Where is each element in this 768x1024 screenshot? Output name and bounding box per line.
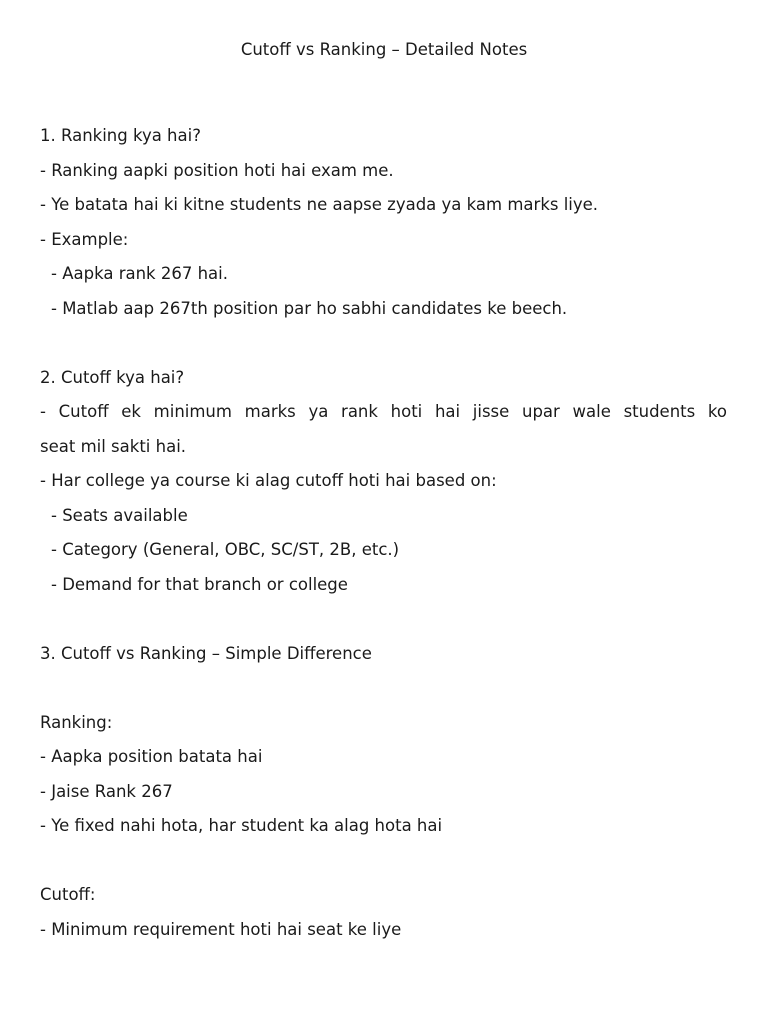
text-line: - Har college ya course ki alag cutoff hoti hai based on: (40, 471, 497, 490)
text-line: - Jaise Rank 267 (40, 782, 173, 801)
sub-line: - Demand for that branch or college (51, 575, 348, 594)
sub-line: - Category (General, OBC, SC/ST, 2B, etc.) (51, 540, 400, 559)
sub-line: - Matlab aap 267th position par ho sabhi candidates ke beech. (51, 299, 568, 318)
text-line: - Aapka position batata hai (40, 747, 263, 766)
sub-line: - Aapka rank 267 hai. (51, 264, 228, 283)
sub-line: - Seats available (51, 506, 188, 525)
text-line: seat mil sakti hai. (40, 437, 187, 456)
text-line: - Ye fixed nahi hota, har student ka alag hota hai (40, 816, 443, 835)
section-1-heading: 1. Ranking kya hai? (40, 126, 201, 145)
text-line: - Ye batata hai ki kitne students ne aapse zyada ya kam marks liye. (40, 195, 599, 214)
text-line: - Example: (40, 230, 129, 249)
document-title: Cutoff vs Ranking – Detailed Notes (240, 40, 528, 59)
ranking-label: Ranking: (40, 713, 113, 732)
section-3-heading: 3. Cutoff vs Ranking – Simple Difference (40, 644, 372, 663)
section-2-heading: 2. Cutoff kya hai? (40, 368, 185, 387)
text-line: - Minimum requirement hoti hai seat ke liye (40, 920, 402, 939)
cutoff-label: Cutoff: (40, 885, 96, 904)
text-line: - Ranking aapki position hoti hai exam me. (40, 161, 394, 180)
justified-text-line: - Cutoff ek minimum marks ya rank hoti hai jisse upar wale students ko (40, 402, 727, 421)
